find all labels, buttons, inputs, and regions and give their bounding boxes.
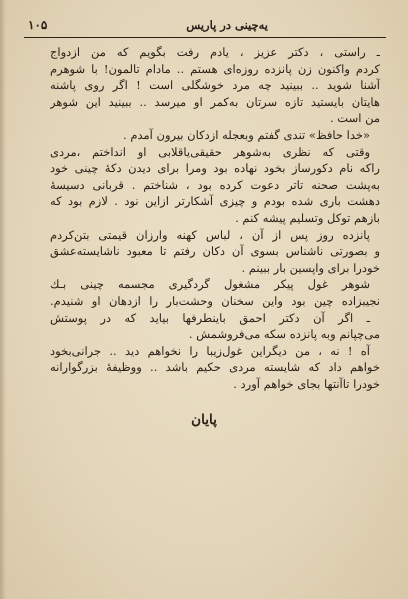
header-rule [24,37,386,38]
text-line: پانزده روز پس از آن ، لباس کهنه وارزان قیمتی بتن‌کردم [50,227,370,242]
text-line: ـ راستی ، دکتر عزیز ، یادم رفت بگویم که من ازدواج [50,45,380,59]
page-number: ۱۰۵ [28,18,48,32]
body-text [50,44,380,392]
text-line: راکه نام دکورساز بخود نهاده بود ومرا برای دیدن دکهٔ چینی خود [50,161,380,176]
running-title: یه‌چینی در پاریس [186,18,268,32]
text-line: ـ اگر آن دکتر احمق باینطرفها بیاید که در پوستش [50,310,370,325]
page-edge-shadow [0,0,6,599]
page-header [24,18,386,36]
text-line: بازهم توکل وتسلیم پیشه کنم . [235,210,380,225]
text-line: نجیبزاده چین بود واین سخنان وحشت‌بار را ازدهان او شنیدم. [50,293,380,308]
text-line: دهشت باری شده بودم و چیزی آشکارتر ازاین نود . لازم بود که [50,194,380,209]
text-line: خودرا تاآنتها بجای خواهم آورد . [233,376,380,391]
text-line: هایتان بایستید تازه سرتان به‌کمر او میرسد .. ببینید این شوهر [50,94,380,109]
text-line: خواهم داد که شایسته مردی حکیم باشد .. ووظیفهٔ بزرگوارانه [50,360,380,375]
text-line: وقتی که نظری به‌شوهر حقیقی‌یاقلابی او انداختم ،مردی [50,144,370,159]
text-line: آشنا شوید .. ببینید چه مرد خوشگلی است ! اگر روی پاشنه [50,78,380,93]
text-line: به‌پشت صحنه تاتر دعوت کرده بود ، شناختم . قربانی دسیسهٔ [50,177,380,192]
text-line: آه ! نه ، من دیگراین غول‌زیبا را نخواهم دید .. جرانی‌بخود [50,343,370,358]
text-line: خودرا برای واپسین بار ببینم . [241,260,380,275]
text-line: کردم واکنون زن پانزده روزه‌ای هستم .. مادام تالمون! با شوهرم [50,61,380,76]
end-mark: پایان [191,412,217,428]
text-line: شوهر غول پیکر مشغول گردگیری مجسمه چینی بـك [50,277,370,292]
text-line: می‌چپانم وبه پانزده سکه می‌فروشمش . [188,327,380,342]
text-line: «خدا حافظ» تندی گفتم وبعجله ازدکان بیرون آمدم . [123,127,370,142]
text-line: و بصورتی ناشناس بسوی آن دکان رفتم تا معبود ناشایسته‌عشق [50,244,380,259]
text-line: من است . [329,111,380,126]
